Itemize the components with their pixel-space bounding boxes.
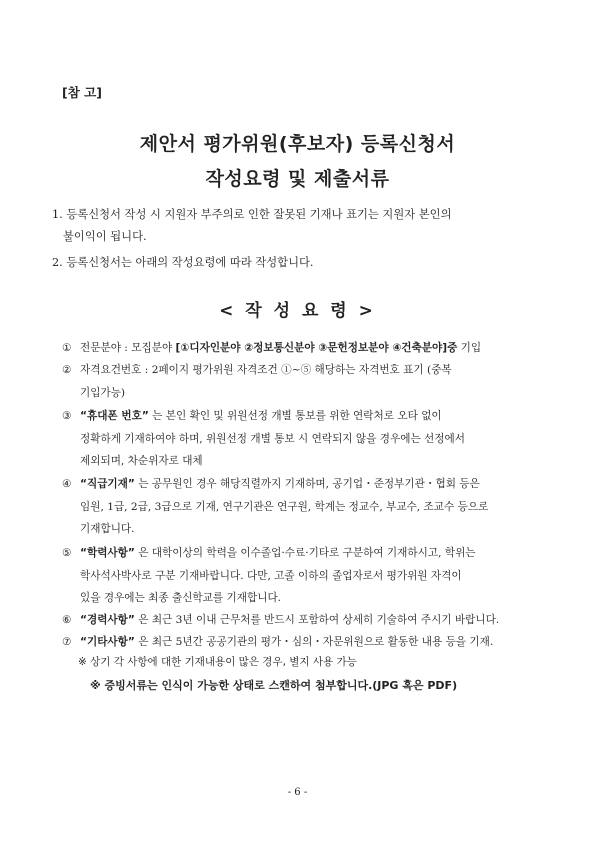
item-bold-text: “직급기재”	[80, 478, 135, 490]
item-bold-text: “휴대폰 번호”	[80, 410, 149, 422]
guide-item-3	[62, 405, 540, 473]
item-text: 는 본인 확인 및 위원선정 개별 통보를 위한 연락처로 오타 없이	[148, 410, 442, 422]
item-number: ⑤	[62, 547, 72, 559]
reference-label: [참 고]	[62, 85, 102, 100]
item-bold-text: “학력사항”	[80, 547, 135, 559]
intro-text: 등록신청서 작성 시 지원자 부주의로 인한 잘못된 기재나 표기는 지원자 본인의	[66, 208, 452, 221]
guide-item-4	[62, 473, 540, 541]
intro-text: 등록신청서는 아래의 작성요령에 따라 작성합니다.	[66, 256, 314, 269]
item-text: 은 대학이상의 학력을 이수졸업·수료·기타로 구분하여 기재하시고, 학위는	[134, 547, 476, 559]
intro-text-continued: 불이익이 됩니다.	[63, 230, 147, 243]
item-text-continued: 기입가능)	[80, 386, 126, 399]
intro-number: 2.	[52, 256, 63, 269]
item-text-continued: 학사석사박사로 구분 기재바랍니다. 다만, 고졸 이하의 졸업자로서 평가위원 자격이	[80, 569, 462, 582]
guide-item-2	[62, 359, 540, 404]
item-number: ⑥	[62, 614, 72, 626]
item-text-continued: 임원, 1급, 2급, 3급으로 기재, 연구기관은 연구원, 학계는 정교수, 부교수, 조교수 등으로	[80, 500, 489, 513]
item-number: ④	[62, 478, 72, 490]
item-text-end: 기입	[457, 342, 482, 354]
item-text: 은 최근 5년간 공공기관의 평가・심의・자문위원으로 활동한 내용 등을 기재.	[134, 636, 494, 648]
item-bold-text: [①디자인분야 ②정보통신분야 ③문헌정보분야 ④건축분야]중	[175, 342, 458, 354]
note-evidence-documents: ※ 증빙서류는 인식이 가능한 상태로 스캔하여 첨부합니다.(JPG 혹은 PDF)	[90, 679, 458, 692]
document-subtitle: 작성요령 및 제출서류	[205, 168, 390, 190]
note-extra-sheet: ※ 상기 각 사항에 대한 기재내용이 많은 경우, 별지 사용 가능	[78, 656, 357, 668]
guide-item-1	[62, 337, 540, 360]
item-text: 는 공무원인 경우 해당직렬까지 기재하며, 공기업・준정부기관・협회 등은	[134, 478, 480, 490]
item-text: 은 최근 3년 이내 근무처를 반드시 포함하여 상세히 기술하여 주시기 바랍니다.	[134, 614, 500, 626]
item-number: ②	[62, 364, 72, 376]
intro-number: 1.	[52, 208, 63, 221]
item-text-continued: 제외되며, 차순위자로 대체	[80, 455, 203, 467]
item-text: 자격요건번호 : 2페이지 평가위원 자격조건 ①~⑤ 해당하는 자격번호 표기 (중복	[80, 364, 452, 376]
guide-item-6	[62, 609, 540, 632]
intro-item-1	[52, 204, 552, 248]
item-text: 전문분야 : 모집분야	[80, 342, 176, 354]
guide-item-5	[62, 542, 540, 610]
item-bold-text: “기타사항”	[80, 636, 135, 648]
item-bold-text: “경력사항”	[80, 614, 135, 626]
item-number: ③	[62, 410, 72, 422]
section-heading: < 작 성 요 령 >	[219, 301, 376, 321]
item-text-continued: 기재합니다.	[80, 523, 135, 535]
document-title: 제안서 평가위원(후보자) 등록신청서	[139, 133, 456, 155]
page-number: - 6 -	[287, 787, 308, 798]
intro-item-2	[52, 252, 552, 274]
item-text-continued: 있을 경우에는 최종 출신학교를 기재합니다.	[80, 592, 282, 604]
guide-item-7	[62, 631, 540, 654]
item-number: ⑦	[62, 636, 72, 648]
item-text-continued: 정확하게 기재하여야 하며, 위원선정 개별 통보 시 연락되지 않을 경우에는 선정에서	[80, 432, 465, 445]
item-number: ①	[62, 342, 72, 354]
